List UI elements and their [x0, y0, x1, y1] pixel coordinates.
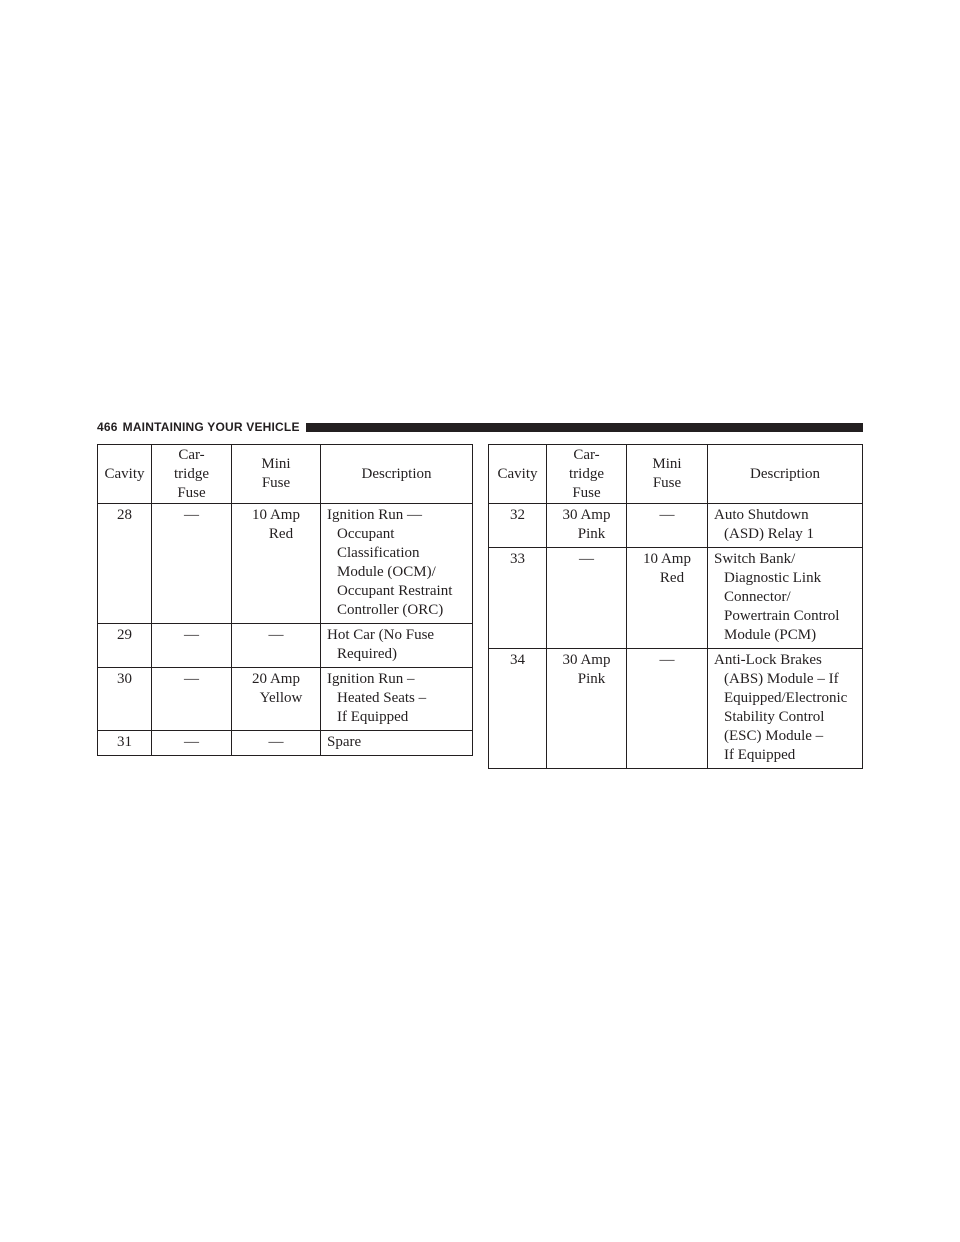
cell-mini-fuse: 10 Amp Red: [627, 548, 708, 649]
table-row: [489, 649, 863, 769]
section-title: MAINTAINING YOUR VEHICLE: [122, 420, 300, 434]
cell-description: Spare: [321, 731, 473, 756]
table-row: [489, 504, 863, 548]
cell-mini-fuse: —: [232, 624, 321, 668]
cell-mini-fuse: —: [627, 504, 708, 548]
cell-cartridge-fuse: —: [547, 548, 627, 649]
cell-cartridge-fuse: 30 Amp Pink: [547, 504, 627, 548]
col-header-mini-fuse: Mini Fuse: [232, 445, 321, 504]
col-header-description: Description: [708, 445, 863, 504]
header-rule: [306, 423, 863, 432]
cell-cavity: 29: [98, 624, 152, 668]
page-number: 466: [97, 420, 118, 434]
col-header-cavity: Cavity: [98, 445, 152, 504]
cell-mini-fuse: —: [627, 649, 708, 769]
cell-mini-fuse: —: [232, 731, 321, 756]
table-row: [98, 624, 473, 668]
table-header-row: [98, 445, 473, 504]
cell-description: Ignition Run – Heated Seats – If Equipped: [321, 668, 473, 731]
cell-description: Ignition Run — Occupant Classification Module (OCM)/ Occupant Restraint Controller (ORC): [321, 504, 473, 624]
cell-cavity: 31: [98, 731, 152, 756]
cell-cavity: 33: [489, 548, 547, 649]
cell-cartridge-fuse: 30 Amp Pink: [547, 649, 627, 769]
col-header-description: Description: [321, 445, 473, 504]
cell-description: Hot Car (No Fuse Required): [321, 624, 473, 668]
cell-cavity: 34: [489, 649, 547, 769]
col-header-cartridge-fuse: Car- tridge Fuse: [152, 445, 232, 504]
fuse-table-left: [97, 444, 473, 756]
cell-mini-fuse: 10 Amp Red: [232, 504, 321, 624]
table-row: [98, 668, 473, 731]
table-row: [98, 731, 473, 756]
page-header: [97, 419, 863, 435]
fuse-table-right: [488, 444, 863, 769]
cell-cartridge-fuse: —: [152, 504, 232, 624]
col-header-mini-fuse: Mini Fuse: [627, 445, 708, 504]
cell-cartridge-fuse: —: [152, 624, 232, 668]
cell-cavity: 28: [98, 504, 152, 624]
table-row: [489, 548, 863, 649]
col-header-cavity: Cavity: [489, 445, 547, 504]
cell-description: Auto Shutdown (ASD) Relay 1: [708, 504, 863, 548]
cell-cartridge-fuse: —: [152, 668, 232, 731]
cell-cartridge-fuse: —: [152, 731, 232, 756]
cell-cavity: 32: [489, 504, 547, 548]
cell-mini-fuse: 20 Amp Yellow: [232, 668, 321, 731]
cell-description: Anti-Lock Brakes (ABS) Module – If Equipped/Electronic Stability Control (ESC) Module – If Equipped: [708, 649, 863, 769]
table-header-row: [489, 445, 863, 504]
col-header-cartridge-fuse: Car- tridge Fuse: [547, 445, 627, 504]
cell-cavity: 30: [98, 668, 152, 731]
cell-description: Switch Bank/ Diagnostic Link Connector/ Powertrain Control Module (PCM): [708, 548, 863, 649]
table-row: [98, 504, 473, 624]
